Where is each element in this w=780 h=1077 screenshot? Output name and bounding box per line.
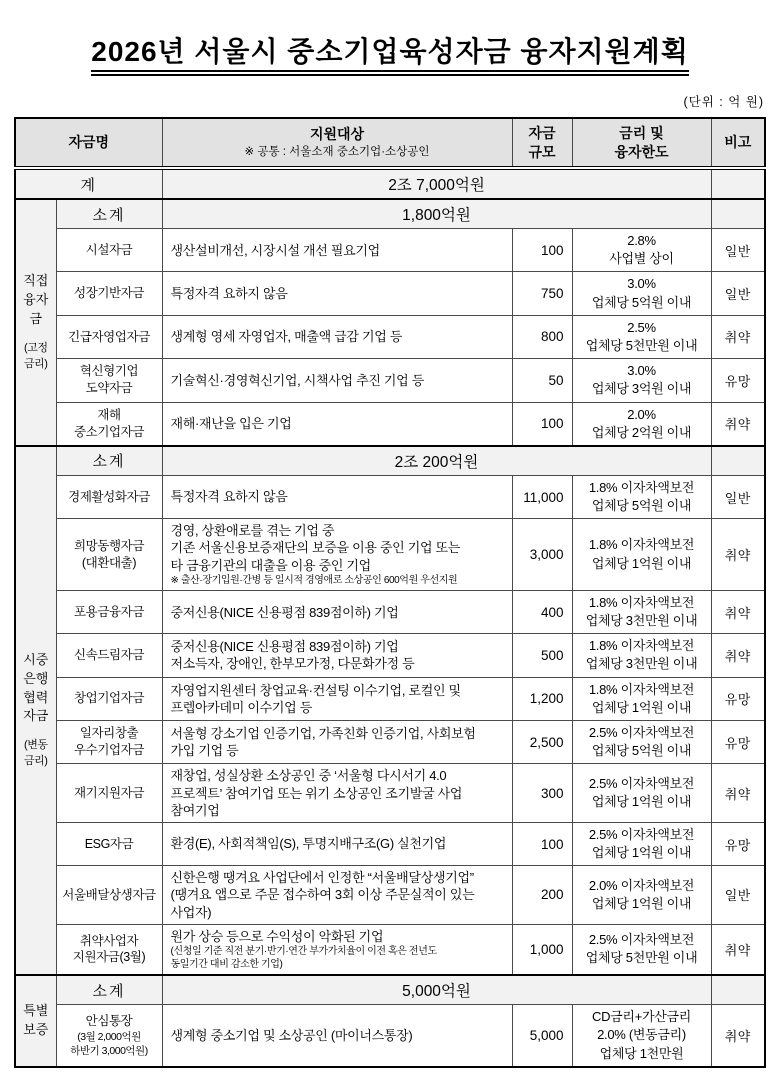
header-rate-limit [572, 118, 711, 168]
target-cell [162, 764, 512, 822]
text-line: 1.8% 이자차액보전 [588, 594, 695, 610]
text-line: 융자 [23, 292, 49, 308]
fund-name-cell [56, 1005, 162, 1067]
text-line: 재창업, 성실상환 소상공인 중 ‘서울형 다시서기 4.0 [170, 768, 447, 784]
text-line: 1.8% 이자차액보전 [588, 638, 695, 654]
fund-scale-cell: 300 [512, 764, 572, 822]
text-line: 자금 [23, 708, 49, 724]
rate-limit-cell [572, 315, 711, 358]
text-line: 업체당 5억원 이내 [591, 743, 692, 759]
text-line: 시설자금 [85, 242, 133, 257]
header-row [15, 118, 765, 168]
subtotal-value-cell: 2조 200억원 [162, 446, 711, 476]
remark-cell: 취약 [711, 402, 765, 446]
fund-name-cell [56, 866, 162, 924]
fund-scale-cell: 100 [512, 229, 572, 272]
text-line: 업체당 5천만원 이내 [585, 950, 698, 966]
text-line: 협력 [23, 689, 49, 705]
text-line: 저소득자, 장애인, 한부모가정, 다문화가정 등 [170, 656, 415, 672]
text-line: 서울배달상생자금 [62, 887, 156, 902]
fund-row [15, 519, 765, 591]
text-line: 특정자격 요하지 않음 [170, 489, 288, 505]
text-line: 혁신형기업 [79, 364, 139, 379]
target-cell [162, 634, 512, 677]
text-line: 성장기반자금 [73, 286, 145, 301]
text-line: 업체당 5천만원 이내 [585, 337, 698, 353]
rate-limit-cell [572, 475, 711, 518]
remark-cell: 취약 [711, 924, 765, 975]
text-line: 업체당 1억원 이내 [591, 845, 692, 861]
text-line: 업체당 1천만원 [599, 1045, 684, 1061]
text-line: 업체당 1억원 이내 [591, 699, 692, 715]
text-line: 중저신용(NICE 신용평점 839점이하) 기업 [170, 639, 399, 655]
fund-row [15, 359, 765, 402]
table-body [15, 168, 765, 1067]
rate-limit-cell [572, 359, 711, 402]
header-support-target [162, 118, 512, 168]
subtotal-remark-cell [711, 446, 765, 476]
text-line: 업체당 5억원 이내 [591, 498, 692, 514]
header-remark-text: 비고 [724, 134, 752, 151]
text-line: 포용금융자금 [73, 604, 145, 619]
text-line: 금리) [24, 357, 48, 370]
fund-row [15, 634, 765, 677]
fund-scale-cell: 1,000 [512, 924, 572, 975]
text-line: 2.0% (변동금리) [597, 1027, 686, 1043]
unit-note: (단위 : 억 원) [683, 95, 764, 109]
text-line: 2.5% 이자차액보전 [588, 775, 695, 791]
fund-scale-cell: 200 [512, 866, 572, 924]
rate-limit-cell [572, 866, 711, 924]
subtotal-remark-cell [711, 199, 765, 229]
remark-cell: 취약 [711, 764, 765, 822]
header-rate-limit-line2: 융자한도 [614, 143, 669, 160]
group-gap [17, 329, 55, 341]
fund-row [15, 272, 765, 315]
group-gap [17, 726, 55, 738]
text-line: 보증 [23, 1022, 49, 1038]
fund-name-cell [56, 924, 162, 975]
remark-cell: 일반 [711, 866, 765, 924]
fund-scale-cell: 800 [512, 315, 572, 358]
text-line: 취약사업자 [79, 933, 139, 948]
total-row [15, 168, 765, 199]
text-line: 1.8% 이자차액보전 [588, 479, 695, 495]
header-rate-limit-line1: 금리 및 [619, 125, 664, 142]
fund-scale-cell: 5,000 [512, 1005, 572, 1067]
fund-row [15, 822, 765, 865]
text-line: 경영, 상환애로를 겪는 기업 중 [170, 523, 335, 539]
subtotal-row [15, 446, 765, 476]
text-line: 업체당 1억원 이내 [591, 895, 692, 911]
fund-name-cell [56, 764, 162, 822]
target-cell [162, 721, 512, 764]
text-line: (고정 [24, 341, 48, 354]
fund-row [15, 677, 765, 720]
fund-scale-cell: 11,000 [512, 475, 572, 518]
fund-name-cell [56, 721, 162, 764]
remark-cell: 유망 [711, 721, 765, 764]
text-line: 업체당 3천만원 이내 [585, 656, 698, 672]
remark-cell: 취약 [711, 519, 765, 591]
text-line: 하반기 3,000억원) [70, 1044, 148, 1057]
fund-scale-cell: 750 [512, 272, 572, 315]
text-line: 업체당 1억원 이내 [591, 555, 692, 571]
header-fund-scale-line2: 규모 [528, 143, 556, 160]
text-line: (신청일 기준 직전 분기·반기·연간 부가가치율이 이전 혹은 전년도 [170, 945, 437, 957]
fund-scale-cell: 50 [512, 359, 572, 402]
subtotal-label-cell: 소계 [56, 199, 162, 229]
text-line: ESG자금 [84, 836, 134, 851]
text-line: 경제활성화자금 [68, 489, 150, 504]
header-remark [711, 118, 765, 168]
text-line: 업체당 5억원 이내 [591, 294, 692, 310]
text-line: 가입 기업 등 [170, 743, 239, 759]
target-cell [162, 924, 512, 975]
text-line: 특정자격 요하지 않음 [170, 285, 288, 301]
text-line: 원가 상승 등으로 수익성이 악화된 기업 [170, 928, 384, 944]
text-line: 신속드림자금 [73, 648, 145, 663]
rate-limit-cell [572, 634, 711, 677]
rate-limit-cell [572, 822, 711, 865]
text-line: 1.8% 이자차액보전 [588, 681, 695, 697]
text-line: 업체당 3억원 이내 [591, 381, 692, 397]
fund-scale-cell: 400 [512, 590, 572, 633]
target-cell [162, 1005, 512, 1067]
remark-cell: 유망 [711, 822, 765, 865]
text-line: 재해 [97, 407, 121, 422]
target-cell [162, 590, 512, 633]
fund-name-cell [56, 359, 162, 402]
target-cell [162, 359, 512, 402]
remark-cell: 취약 [711, 315, 765, 358]
text-line: 긴급자영업자금 [68, 329, 150, 344]
page-title-text: 2026년 서울시 중소기업육성자금 융자지원계획 [91, 36, 689, 76]
fund-scale-cell: 100 [512, 822, 572, 865]
text-line: 동일기간 대비 감소한 기업) [170, 959, 283, 971]
fund-row [15, 1005, 765, 1067]
fund-scale-cell: 1,200 [512, 677, 572, 720]
target-cell [162, 822, 512, 865]
text-line: 1.8% 이자차액보전 [588, 537, 695, 553]
text-line: CD금리+가산금리 [592, 1009, 692, 1025]
header-support-target-text: 지원대상 [309, 125, 365, 142]
subtotal-value-cell: 1,800억원 [162, 199, 711, 229]
fund-row [15, 229, 765, 272]
subtotal-remark-cell [711, 975, 765, 1005]
remark-cell: 일반 [711, 272, 765, 315]
rate-limit-cell [572, 229, 711, 272]
text-line: 생계형 중소기업 및 소상공인 (마이너스통장) [170, 1027, 413, 1043]
text-line: (변동 [24, 739, 48, 752]
text-line: 프로젝트’ 참여기업 또는 위기 소상공인 조기발굴 사업 [170, 785, 463, 801]
text-line: 2.0% 이자차액보전 [588, 877, 695, 893]
rate-limit-cell [572, 402, 711, 446]
rate-limit-cell [572, 519, 711, 591]
target-cell [162, 272, 512, 315]
header-support-target-note: ※ 공통 : 서울소재 중소기업·소상공인 [244, 146, 430, 159]
subtotal-value-cell: 5,000억원 [162, 975, 711, 1005]
rate-limit-cell [572, 272, 711, 315]
fund-name-cell [56, 519, 162, 591]
subtotal-row [15, 199, 765, 229]
table-header [15, 118, 765, 168]
total-label-cell: 계 [15, 168, 162, 199]
remark-cell: 유망 [711, 359, 765, 402]
text-line: 중소기업자금 [73, 424, 145, 439]
rate-limit-cell [572, 721, 711, 764]
rate-limit-cell [572, 1005, 711, 1067]
group-label-cell [15, 446, 56, 975]
text-line: 사업자) [170, 904, 212, 920]
group-label-cell [15, 199, 56, 446]
fund-name-cell [56, 634, 162, 677]
page-title [0, 30, 780, 70]
text-line: 안심통장 [85, 1013, 133, 1028]
text-line: 기존 서울신용보증재단의 보증을 이용 중인 기업 또는 [170, 540, 461, 556]
fund-scale-cell: 2,500 [512, 721, 572, 764]
text-line: 프렙아카데미 이수기업 등 [170, 699, 312, 715]
text-line: 기술혁신·경영혁신기업, 시책사업 추진 기업 등 [170, 372, 425, 388]
target-cell [162, 315, 512, 358]
text-line: 2.5% [627, 319, 656, 335]
fund-row [15, 764, 765, 822]
fund-row [15, 590, 765, 633]
text-line: 3.0% [627, 276, 656, 292]
text-line: 3.0% [627, 363, 656, 379]
target-cell [162, 519, 512, 591]
fund-row [15, 475, 765, 518]
text-line: 사업별 상이 [609, 251, 674, 267]
text-line: 일자리창출 [79, 726, 139, 741]
text-line: 도약자금 [85, 381, 133, 396]
text-line: ※ 출산·장기입원·간병 등 일시적 경영애로 소상공인 600억원 우선지원 [170, 574, 458, 586]
text-line: 2.8% [627, 233, 656, 248]
text-line: 2.5% 이자차액보전 [588, 826, 695, 842]
text-line: 업체당 1억원 이내 [591, 794, 692, 810]
fund-row [15, 866, 765, 924]
text-line: (3월 2,000억원 [77, 1030, 141, 1043]
text-line: 2.0% [627, 406, 656, 422]
total-remark-cell [711, 168, 765, 199]
text-line: 금 [29, 310, 43, 326]
target-cell [162, 677, 512, 720]
text-line: (대환대출) [81, 555, 137, 570]
fund-scale-cell: 100 [512, 402, 572, 446]
target-cell [162, 229, 512, 272]
fund-name-cell [56, 229, 162, 272]
rate-limit-cell [572, 764, 711, 822]
text-line: 환경(E), 사회적책임(S), 투명지배구조(G) 실천기업 [170, 836, 447, 852]
text-line: 생산설비개선, 시장시설 개선 필요기업 [170, 242, 380, 258]
text-line: 창업기업자금 [73, 691, 145, 706]
subtotal-row [15, 975, 765, 1005]
text-line: 직접 [23, 273, 49, 289]
remark-cell: 일반 [711, 475, 765, 518]
text-line: 은행 [23, 670, 49, 686]
text-line: 서울형 강소기업 인증기업, 가족친화 인증기업, 사회보험 [170, 726, 476, 742]
group-label-cell [15, 975, 56, 1067]
fund-row [15, 315, 765, 358]
text-line: 중저신용(NICE 신용평점 839점이하) 기업 [170, 604, 399, 620]
fund-name-cell [56, 822, 162, 865]
fund-name-cell [56, 402, 162, 446]
remark-cell: 취약 [711, 1005, 765, 1067]
text-line: 신한은행 땡겨요 사업단에서 인정한 “서울배달상생기업” [170, 870, 474, 886]
fund-row [15, 721, 765, 764]
text-line: 우수기업자금 [73, 743, 145, 758]
remark-cell: 유망 [711, 677, 765, 720]
text-line: (땡겨요 앱으로 주문 접수하여 3회 이상 주문실적이 있는 [170, 887, 475, 903]
text-line: 참여기업 [170, 802, 220, 818]
text-line: 재기지원자금 [73, 785, 145, 800]
text-line: 생계형 영세 자영업자, 매출액 급감 기업 등 [170, 329, 403, 345]
fund-name-cell [56, 272, 162, 315]
fund-name-cell [56, 315, 162, 358]
text-line: 지원자금(3월) [72, 950, 146, 965]
total-value-cell: 2조 7,000억원 [162, 168, 711, 199]
remark-cell: 취약 [711, 634, 765, 677]
text-line: 2.5% 이자차액보전 [588, 725, 695, 741]
subtotal-label-cell: 소계 [56, 975, 162, 1005]
text-line: 자영업지원센터 창업교육·컨설팅 이수기업, 로컬인 및 [170, 682, 461, 698]
fund-row [15, 402, 765, 446]
header-fund-name-text: 자금명 [68, 134, 110, 151]
text-line: 희망동행자금 [73, 538, 145, 553]
remark-cell: 취약 [711, 590, 765, 633]
header-fund-scale [512, 118, 572, 168]
header-fund-scale-line1: 자금 [528, 125, 556, 142]
rate-limit-cell [572, 590, 711, 633]
text-line: 2.5% 이자차액보전 [588, 932, 695, 948]
fund-name-cell [56, 590, 162, 633]
rate-limit-cell [572, 677, 711, 720]
fund-scale-cell: 500 [512, 634, 572, 677]
subtotal-label-cell: 소계 [56, 446, 162, 476]
text-line: 재해·재난을 입은 기업 [170, 416, 292, 432]
rate-limit-cell [572, 924, 711, 975]
header-fund-name [15, 118, 162, 168]
target-cell [162, 866, 512, 924]
target-cell [162, 402, 512, 446]
text-line: 업체당 3천만원 이내 [585, 613, 698, 629]
text-line: 시중 [23, 651, 49, 667]
fund-row [15, 924, 765, 975]
text-line: 타 금융기관의 대출을 이용 중인 기업 [170, 557, 371, 573]
fund-name-cell [56, 475, 162, 518]
text-line: 금리) [24, 755, 48, 768]
text-line: 업체당 2억원 이내 [591, 424, 692, 440]
fund-scale-cell: 3,000 [512, 519, 572, 591]
target-cell [162, 475, 512, 518]
text-line: 특별 [23, 1003, 49, 1019]
fund-name-cell [56, 677, 162, 720]
remark-cell: 일반 [711, 229, 765, 272]
funding-table [14, 117, 766, 1068]
